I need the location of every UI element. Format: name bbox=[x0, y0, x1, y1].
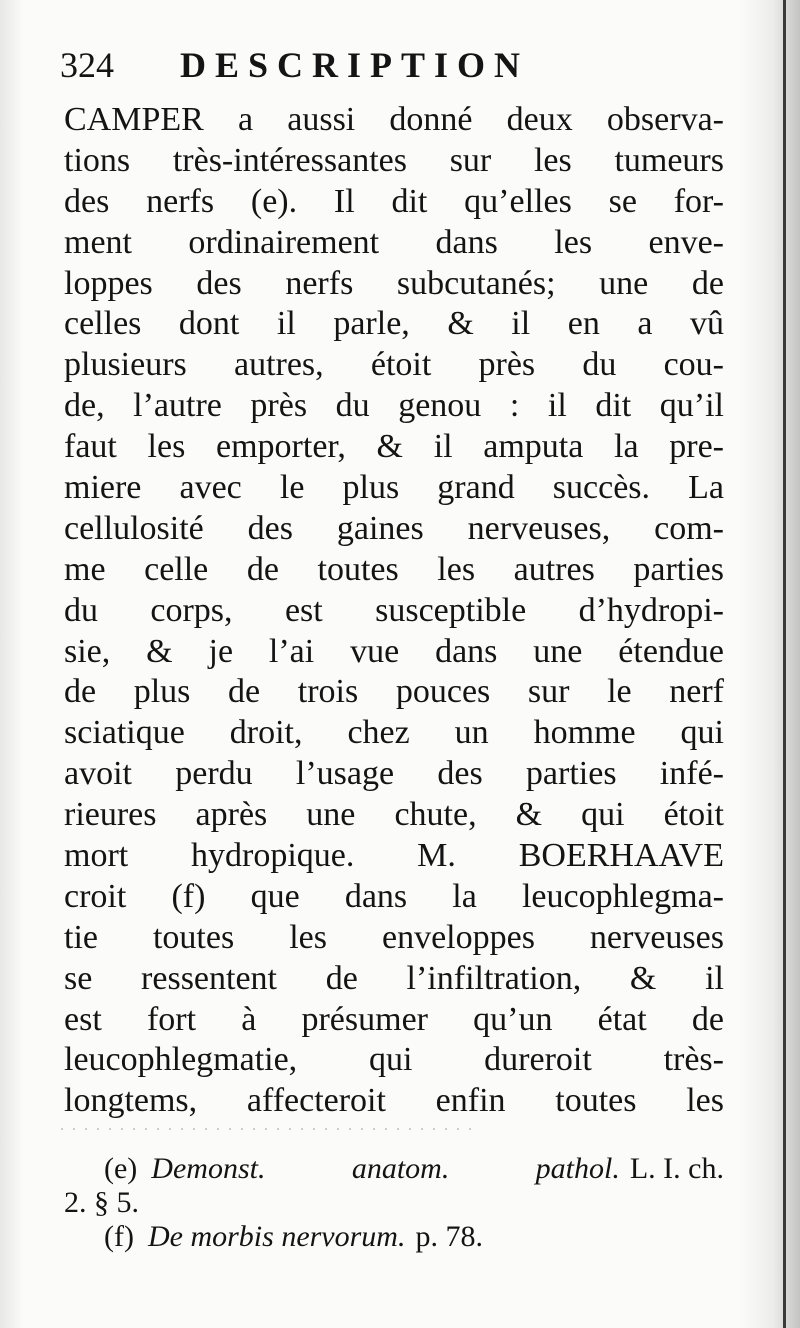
footnote-marker: (e) bbox=[104, 1152, 138, 1185]
text-line: se ressentent de l’infiltration, & il bbox=[64, 959, 724, 997]
show-through-noise: . . . . . . . . . . . . . . . . . . . . . . . . . . . . . . . . . . . bbox=[60, 1117, 474, 1134]
running-head bbox=[60, 40, 620, 90]
text-line: faut les emporter, & il amputa la pre- bbox=[64, 428, 724, 466]
footnote-e bbox=[64, 1152, 724, 1186]
text-line: croit (f) que dans la leucophlegma- bbox=[64, 877, 724, 915]
page-number: 324 bbox=[60, 45, 114, 85]
text-line: des nerfs (e). Il dit qu’elles se for- bbox=[64, 182, 724, 220]
text-line: ment ordinairement dans les enve- bbox=[64, 223, 724, 261]
text-line: avoit perdu l’usage des parties infé- bbox=[64, 755, 724, 793]
text-line: loppes des nerfs subcutanés; une de bbox=[64, 264, 724, 302]
footnote-f bbox=[64, 1220, 724, 1254]
page-shadow-left bbox=[0, 0, 24, 1328]
text-line: du corps, est susceptible d’hydropi- bbox=[64, 591, 724, 629]
text-line: est fort à présumer qu’un état de bbox=[64, 1000, 724, 1038]
text-line: longtems, affecteroit enfin toutes les bbox=[64, 1082, 724, 1120]
text-line: me celle de toutes les autres parties bbox=[64, 550, 724, 588]
text-line: tie toutes les enveloppes nerveuses bbox=[64, 918, 724, 956]
text-line: rieures après une chute, & qui étoit bbox=[64, 796, 724, 834]
footnote-reference: p. 78. bbox=[415, 1220, 483, 1253]
text-line: sciatique droit, chez un homme qui bbox=[64, 714, 724, 752]
footnotes bbox=[64, 1152, 724, 1254]
text-line: cellulosité des gaines nerveuses, com- bbox=[64, 509, 724, 547]
page-shadow-right bbox=[740, 0, 800, 1328]
footnote-e-continuation bbox=[64, 1186, 724, 1220]
footnote-continuation-text: 2. § 5. bbox=[64, 1186, 139, 1219]
text-line: de plus de trois pouces sur le nerf bbox=[64, 673, 724, 711]
footnote-citation: Demonst. anatom. pathol. bbox=[151, 1152, 620, 1185]
text-line: sie, & je l’ai vue dans une étendue bbox=[64, 632, 724, 670]
body-text bbox=[64, 100, 724, 1122]
text-line: plusieurs autres, étoit près du cou- bbox=[64, 346, 724, 384]
footnote-reference: L. I. ch. bbox=[629, 1152, 724, 1185]
text-line: leucophlegmatie, qui dureroit très- bbox=[64, 1041, 724, 1079]
text-line: miere avec le plus grand succès. La bbox=[64, 469, 724, 507]
text-line: mort hydropique. M. BOERHAAVE bbox=[64, 837, 724, 875]
text-line: CAMPER a aussi donné deux observa- bbox=[64, 101, 724, 138]
footnote-citation: De morbis nervorum. bbox=[147, 1220, 406, 1253]
text-line: de, l’autre près du genou : il dit qu’il bbox=[64, 387, 724, 425]
running-title: DESCRIPTION bbox=[180, 45, 530, 85]
text-line: tions très-intéressantes sur les tumeurs bbox=[64, 141, 724, 179]
footnote-marker: (f) bbox=[104, 1220, 134, 1253]
text-line: celles dont il parle, & il en a vû bbox=[64, 305, 724, 343]
page-edge bbox=[783, 0, 786, 1328]
